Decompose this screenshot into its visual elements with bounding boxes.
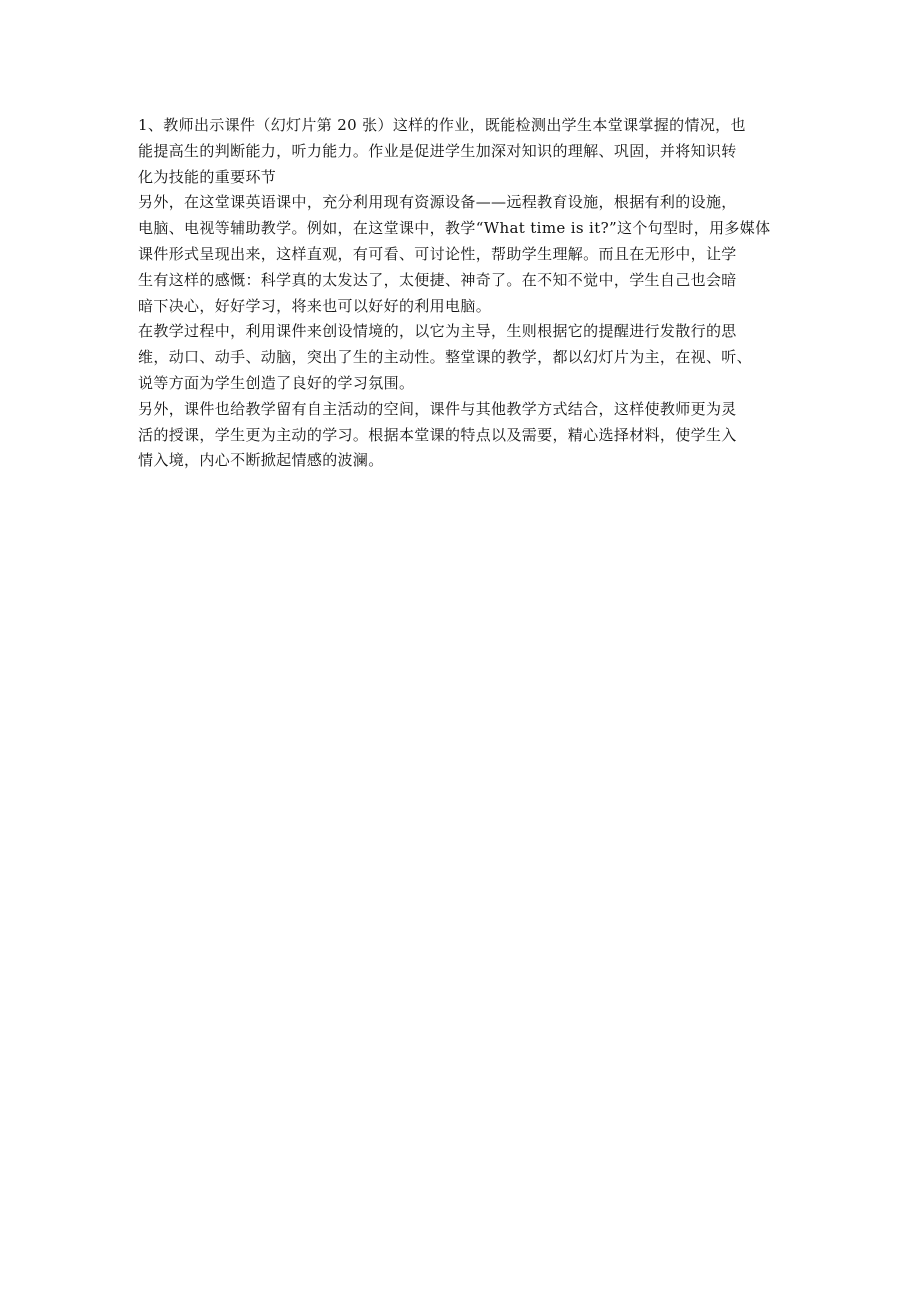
text-line-7: 生有这样的感慨：科学真的太发达了，太便捷、神奇了。在不知不觉中，学生自己也会暗 — [138, 270, 737, 289]
text-line-11: 说等方面为学生创造了良好的学习氛围。 — [138, 373, 415, 392]
text-line-9: 在教学过程中，利用课件来创设情境的，以它为主导，生则根据它的提醒进行发散行的思 — [138, 322, 737, 341]
text-line-14: 情入境，内心不断掀起情感的波澜。 — [138, 451, 384, 470]
document-body — [138, 113, 788, 474]
text-line-2: 能提高生的判断能力，听力能力。作业是促进学生加深对知识的理解、巩固，并将知识转 — [138, 141, 737, 160]
text-line-3: 化为技能的重要环节 — [138, 167, 277, 186]
text-line-6: 课件形式呈现出来，这样直观，有可看、可讨论性，帮助学生理解。而且在无形中，让学 — [138, 244, 737, 263]
text-line-8: 暗下决心，好好学习，将来也可以好好的利用电脑。 — [138, 296, 492, 315]
text-line-12: 另外，课件也给教学留有自主活动的空间，课件与其他教学方式结合，这样使教师更为灵 — [138, 399, 737, 418]
text-line-13: 活的授课，学生更为主动的学习。根据本堂课的特点以及需要，精心选择材料，使学生入 — [138, 425, 737, 444]
text-line-4: 另外，在这堂课英语课中，充分利用现有资源设备——远程教育设施，根据有利的设施， — [138, 193, 737, 212]
text-line-5: 电脑、电视等辅助教学。例如，在这堂课中，教学“What time is it?”这个句型时，用多媒体 — [138, 219, 771, 238]
text-line-10: 维，动口、动手、动脑，突出了生的主动性。整堂课的教学，都以幻灯片为主，在视、听、 — [138, 348, 753, 367]
text-line-1: 1、教师出示课件（幻灯片第 20 张）这样的作业，既能检测出学生本堂课掌握的情况，也 — [138, 116, 746, 134]
